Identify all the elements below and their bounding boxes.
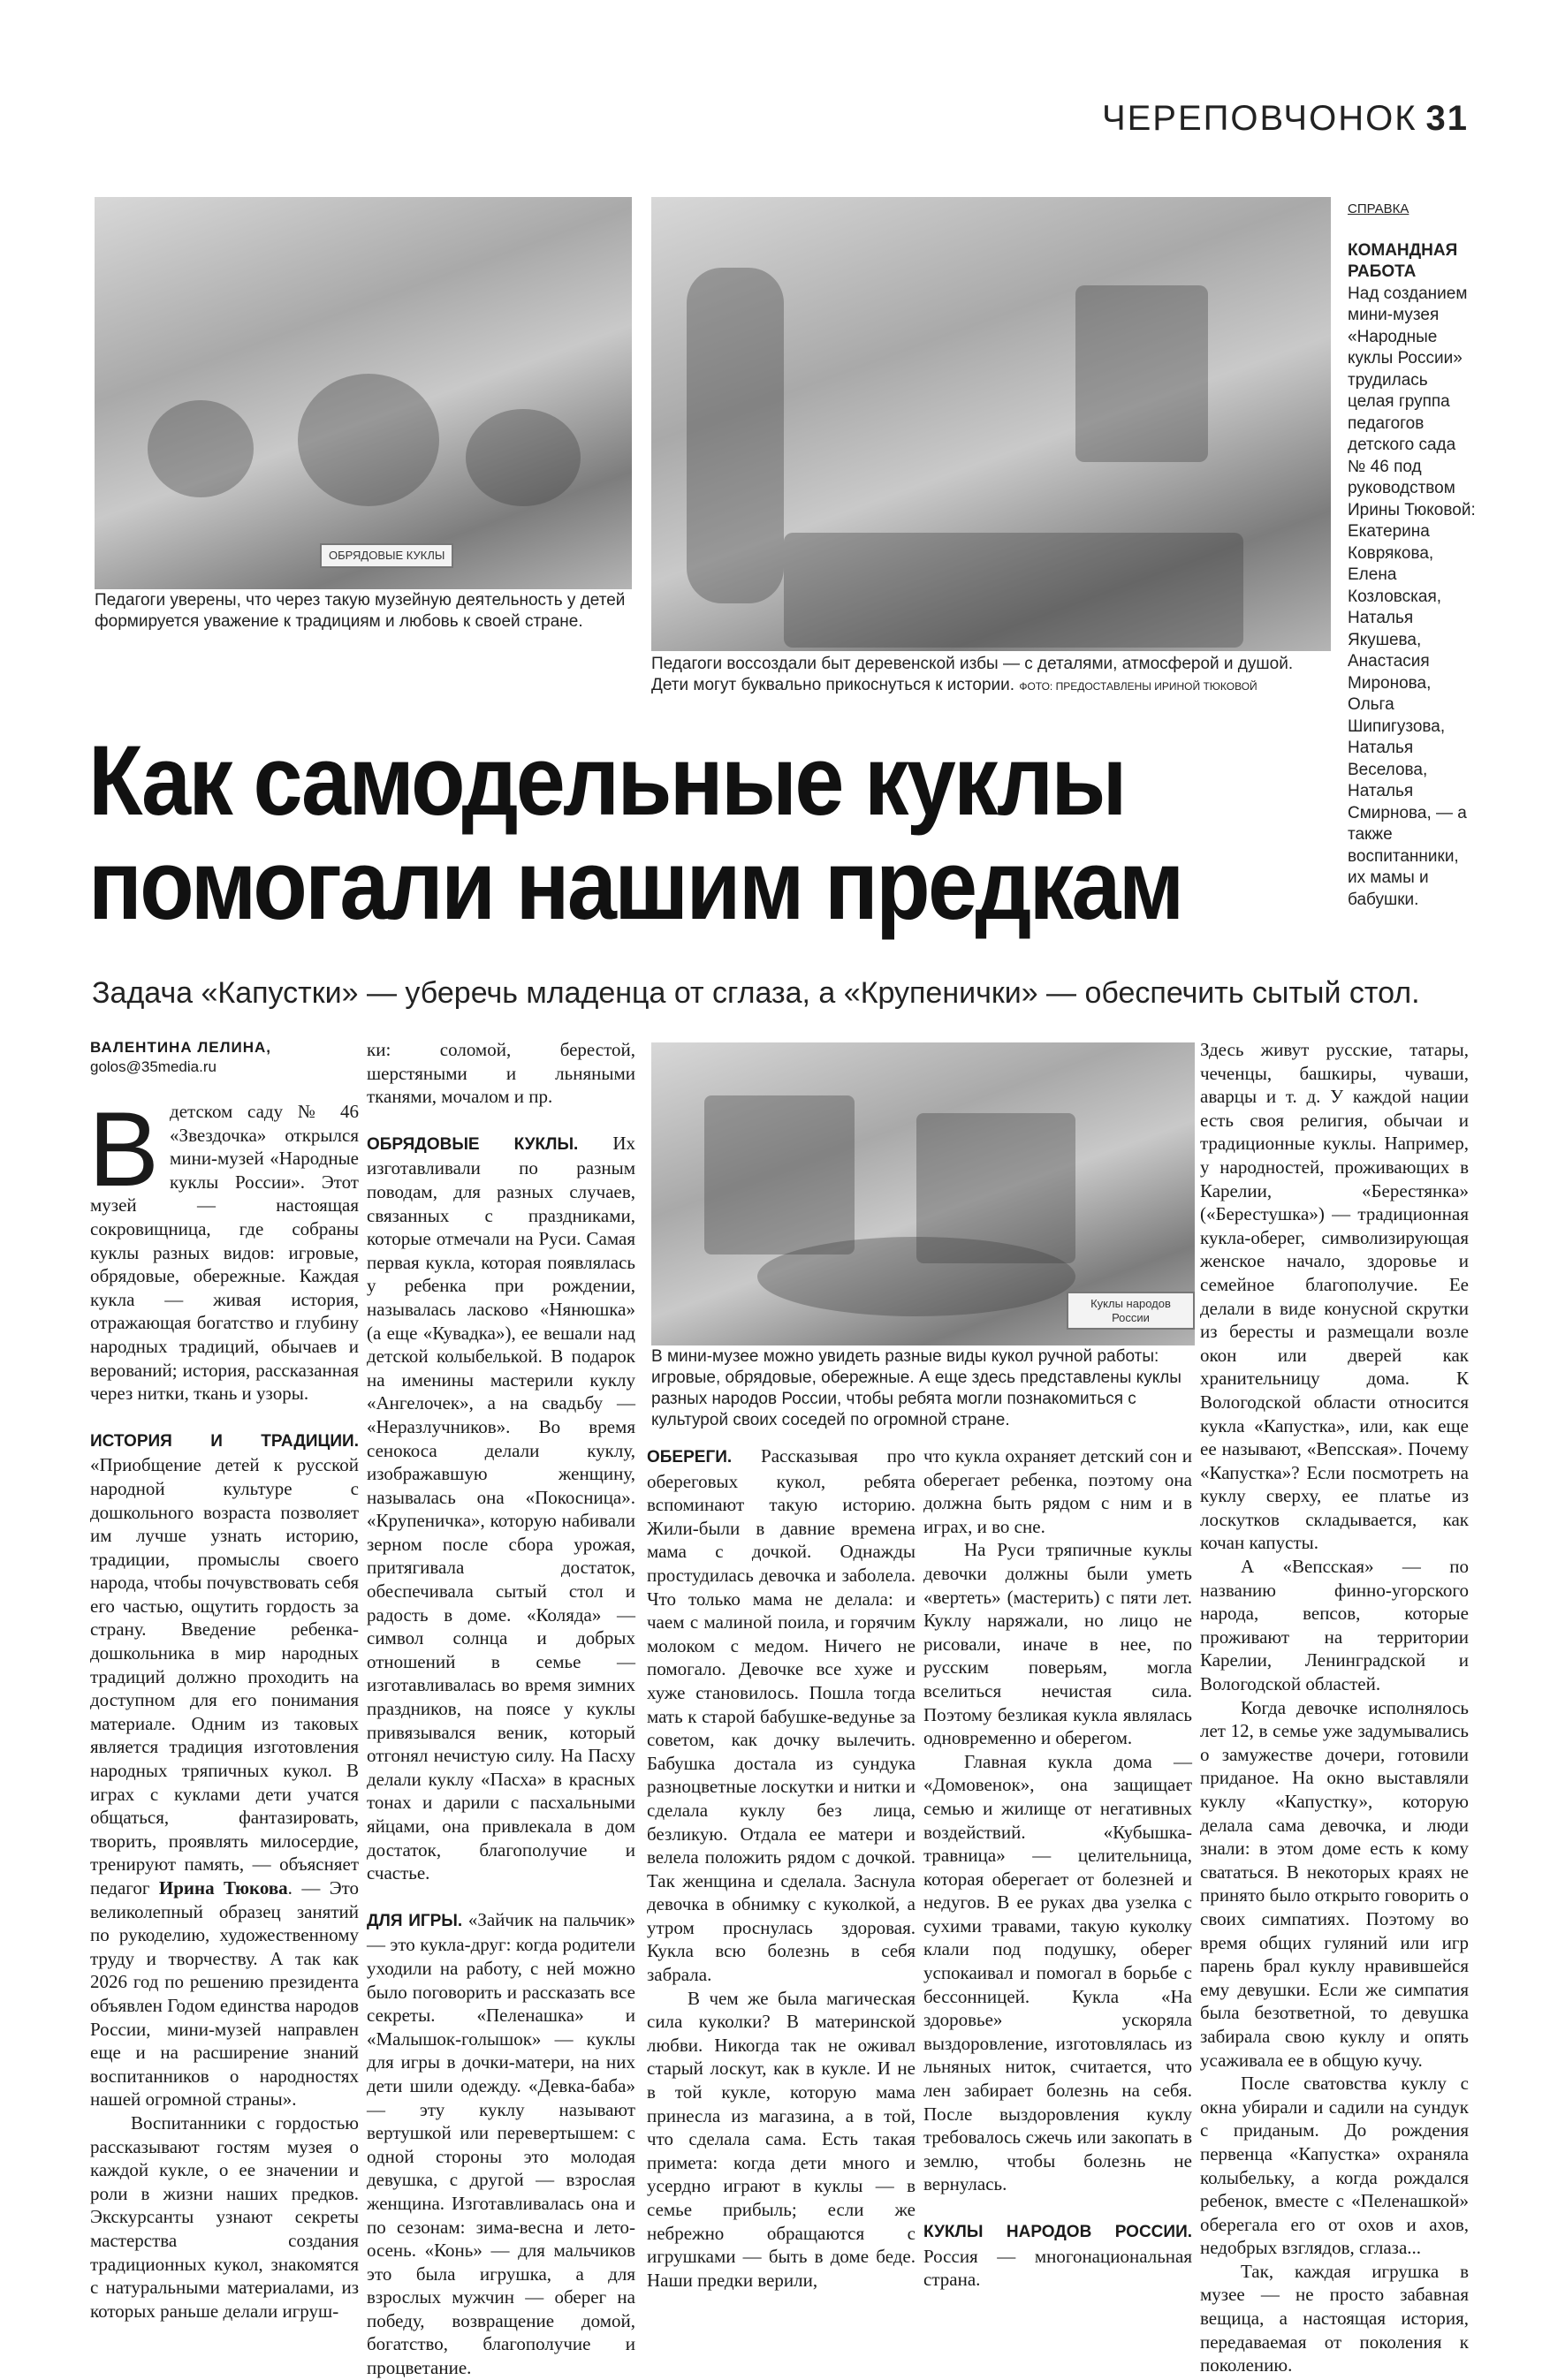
page-header <box>1102 99 1469 139</box>
article-column-1 <box>90 1038 359 2323</box>
section-heading: ОБЕРЕГИ. <box>647 1448 733 1467</box>
section-title: ЧЕРЕПОВЧОНОК <box>1101 99 1417 138</box>
paragraph-text: . — Это великолепный образец занятий по рукоделию, художественному труду и творчеству. А так как 2026 год по решению президента объявлен Годом единства народов России, мини-музей направлен еще и на расширение знаний воспитанников о народностях нашей огромной страны». <box>90 1877 359 2111</box>
headline <box>88 725 1182 940</box>
paragraph: Так, каждая игрушка в музее — не просто забавная вещица, а настоящая история, передаваемая от поколения к поколению. <box>1200 2260 1469 2376</box>
sidebar-text: Над созданием мини-музея «Народные куклы России» трудилась целая группа педагогов детского сада № 46 под руководством Ирины Тюковой: Екатерина Коврякова, Елена Козловская, Наталья Якушева, Анастасия Миронова, Ольга Шипигузова, Наталья Веселова, Наталья Смирнова, — а также воспитанники, их мамы и бабушки. <box>1348 284 1476 909</box>
article-column-4 <box>923 1444 1192 2292</box>
section-heading: КУКЛЫ НАРОДОВ РОССИИ. <box>923 2223 1192 2241</box>
paragraph <box>647 1444 916 1987</box>
sidebar-title: КОМАНДНАЯ РАБОТА <box>1348 240 1458 281</box>
section-heading: ДЛЯ ИГРЫ. <box>367 1911 463 1930</box>
headline-line: помогали нашим предкам <box>88 830 1182 940</box>
paragraph <box>367 1132 635 1885</box>
paragraph-text: Россия — многонациональная страна. <box>923 2245 1192 2291</box>
paragraph: ки: соломой, берестой, шерстяными и льняными тканями, мочалом и пр. <box>367 1039 635 1108</box>
author-email[interactable]: golos@35media.ru <box>90 1058 217 1075</box>
section-heading: ИСТОРИЯ И ТРАДИЦИИ. <box>90 1431 359 1451</box>
page-number: 31 <box>1425 99 1469 138</box>
quoted-person: Ирина Тюкова <box>158 1877 288 1899</box>
sidebar-label: СПРАВКА <box>1348 201 1409 216</box>
paragraph: Когда девочке исполнялось лет 12, в семье уже задумывались о замужестве дочери, готовили приданое. На окно выставляли куклу «Капустку», которую делала сама девочка, и люди знали: в этом доме есть к кому свататься. В некоторых краях не принято было открыто говорить о своих симпатиях. Поэтому во время общих гуляний или игр парень брал куклу нравившейся ему девушки. Если же симпатия была безответной, то девушка забирала свою куклу и опять усаживала ее в общую кучу. <box>1200 1696 1469 2071</box>
photo-sign: ОБРЯДОВЫЕ КУКЛЫ <box>320 543 453 568</box>
photo-sign: Куклы народов России <box>1067 1292 1195 1330</box>
photo-caption <box>651 654 1332 697</box>
photo-dolls-of-russia <box>651 1042 1195 1345</box>
caption-text: Педагоги воссоздали быт деревенской избы — с деталями, атмосферой и душой. Дети могут буквально прикоснуться к истории. <box>651 655 1294 694</box>
paragraph-text: Рассказывая про обереговых кукол, ребята вспоминают такую историю. Жили-были в давние времена мама с дочкой. Однажды простудилась девочка и заболела. Что только мама не делала: и чаем с малиной поила, и горячим молоком с медом. Ничего не помогало. Девочке все хуже и хуже становилось. Пошла тогда мать к старой бабушке-ведунье за советом, как дочку вылечить. Бабушка достала из сундука разноцветные лоскутки и нитки и сделала куклу без лица, безликую. Отдала ее матери и велела положить рядом с дочкой. Так женщина и сделала. Заснула девочка в обнимку с куколкой, а утром проснулась здоровая. Кукла всю болезнь в себя забрала. <box>647 1445 916 1986</box>
drop-cap: В <box>88 1090 160 1209</box>
article-column-5 <box>1200 1038 1469 2377</box>
paragraph-text: Их изготавливали по разным поводам, для разных случаев, связанных с праздниками, которые отмечали на Руси. Самая первая кукла, которая появлялась у ребенка при рождении, называлась ласково «Нянюшка» (а еще «Кувадка»), ее вешали над детской колыбелькой. В подарок на именины мастерили куклу «Ангелочек», а на свадьбу — «Неразлучников». Во время сенокоса делали куклу, изображавшую женщину, называлась она «Покосница». «Крупеничка», которую набивали зерном после сбора урожая, притягивала достаток, обеспечивала сытый стол и радость в доме. «Коляда» — символ солнца и добрых отношений в семье — изготавливалась во время зимних праздников, на поясе у куклы привязывался веник, который отгонял нечистую силу. На Пасху делали куклу «Пасха» в красных тонах и дарили с пасхальными яйцами, она привлекала в дом достаток, благополучие и счастье. <box>367 1132 635 1884</box>
photo-caption: Педагоги уверены, что через такую музейную деятельность у детей формируется уважение к традициям и любовь к своей стране. <box>95 591 626 631</box>
paragraph: А «Вепсская» — по названию финно-угорского народа, вепсов, которые проживают на территории Карелии, Ленинградской и Вологодской областей. <box>1200 1556 1469 1695</box>
headline-line: Как самодельные куклы <box>88 725 1125 836</box>
paragraph: Воспитанники с гордостью рассказывают гостям музея о каждой кукле, о ее значении и роли в жизни наших предков. Экскурсанты узнают секреты мастерства создания традиционных кукол, знакомятся с натуральными материалами, из которых раньше делали игруш- <box>90 2111 359 2322</box>
paragraph-text: «Приобщение детей к русской народной культуре с дошкольного возраста позволяет им лучше узнать историю, традиции, промыслы своего народа, чтобы почувствовать себя его частью, ощутить гордость за страну. Введение ребенка-дошкольника в мир народных традиций должно проходить на доступном для его понимания материале. Одним из таковых является традиция изготовления народных тряпичных кукол. В играх с куклами дети учатся общаться, фантазировать, творить, проявлять милосердие, тренируют память, — объясняет педагог <box>90 1454 359 1899</box>
paragraph: После сватовства куклу с окна убирали и садили на сундук с приданым. До рождения первенца «Капустка» охраняла колыбельку, а когда рождался ребенок, вместе с «Пеленашкой» оберегала его от охов и ахов, недобрых взглядов, сглаза... <box>1200 2073 1469 2259</box>
paragraph: В чем же была магическая сила куколки? В материнской любви. Никогда так не оживал старый лоскут, как в кукле. И не в той кукле, которую мама принесла из магазина, а в той, что сделала сама. Есть такая примета: когда дети много и усердно играют в куклы — в семье прибыль; если же небрежно обращаются с игрушками — быть в доме беде. Наши предки верили, <box>647 1987 916 2291</box>
paragraph: Главная кукла дома — «Домовенок», она защищает семью и жилище от негативных воздействий. «Кубышка-травница» — целительница, которая оберегает от болезней и недугов. В ее руках два узелка с сухими травами, такую куколку клали под подушку, оберег успокаивал и помогал в борьбе с бессонницей. Кукла «На здоровье» ускоряла выздоровление, изготовлялась из льняных ниток, считается, что лен забирает болезнь на себя. После выздоровления куклу требовалось сжечь или закопать в землю, чтобы болезнь не вернулась. <box>923 1750 1192 2195</box>
paragraph <box>367 1908 635 2380</box>
paragraph: Здесь живут русские, татары, чеченцы, башкиры, чуваши, аварцы и т. д. У каждой нации есть своя религия, обычаи и традиционные куклы. Например, у народностей, проживающих в Карелии, «Берестянка» («Берестушка») — традиционная кукла-оберег, символизирующая женское начало, здоровье и семейное благополучие. Ее делали в виде конусной скрутки из бересты и размещали возле окон или дверей как хранительницу дома. К Вологодской области относится кукла «Капустка», или, как еще ее называют, «Вепсская». Почему «Капустка»? Если посмотреть на куклу сверху, ее платье из лоскутков складывается, как кочан капусты. <box>1200 1039 1469 1554</box>
photo-village-hut <box>651 197 1331 651</box>
subheadline: Задача «Капустки» — уберечь младенца от сглаза, а «Крупенички» — обеспечить сытый стол. <box>92 976 1420 1010</box>
paragraph: что кукла охраняет детский сон и оберегает ребенка, поэтому она должна быть рядом с ним и в играх, и во сне. <box>923 1445 1192 1537</box>
paragraph <box>90 1429 359 2111</box>
section-heading: ОБРЯДОВЫЕ КУКЛЫ. <box>367 1134 579 1154</box>
photo-caption: В мини-музее можно увидеть разные виды кукол ручной работы: игровые, обрядовые, обережные. А еще здесь представлены куклы разных народов России, чтобы ребята могли познакомиться с культурой своих соседей по огромной стране. <box>651 1347 1181 1429</box>
photo-credit: ФОТО: ПРЕДОСТАВЛЕНЫ ИРИНОЙ ТЮКОВОЙ <box>1019 680 1257 693</box>
paragraph <box>923 2219 1192 2292</box>
paragraph: На Руси тряпичные куклы девочки должны были уметь «вертеть» (мастерить) с пяти лет. Куклу наряжали, но лицо не рисовали, иначе в нее, по русским поверьям, могла вселиться нечистая сила. Поэтому безликая кукла являлась одновременно и оберегом. <box>923 1539 1192 1749</box>
author-name: ВАЛЕНТИНА ЛЕЛИНА, <box>90 1039 272 1056</box>
byline <box>90 1038 359 1077</box>
article-column-2 <box>367 1038 635 2380</box>
paragraph: детском саду № 46 «Звездочка» открылся мини-музей «Народные куклы России». Этот музей — настоящая сокровищница, где собраны куклы разных видов: игровые, обрядовые, обережные. Каждая кукла — живая история, отражающая богатство и глубину народных традиций, обычаев и верований; история, рассказанная через нитки, ткань и узоры. <box>90 1101 359 1405</box>
sidebar-note <box>1348 199 1476 911</box>
photo-ritual-dolls <box>95 197 632 589</box>
paragraph-text: «Зайчик на пальчик» — это кукла-друг: когда родители уходили на работу, с ней можно было поговорить и рассказать все секреты. «Пеленашка» и «Малышок-голышок» — куклы для игры в дочки-матери, на них дети шили одежду. «Девка-баба» — эту куклу называют вертушкой или перевертышем: с одной стороны это молодая девушка, с другой — взрослая женщина. Изготавливалась она и по сезонам: зима-весна и лето-осень. «Конь» — для мальчиков это была игрушка, а для взрослых мужчин — оберег на победу, возвращение домой, богатство, благополучие и процветание. <box>367 1908 635 2379</box>
article-column-3 <box>647 1444 916 2292</box>
